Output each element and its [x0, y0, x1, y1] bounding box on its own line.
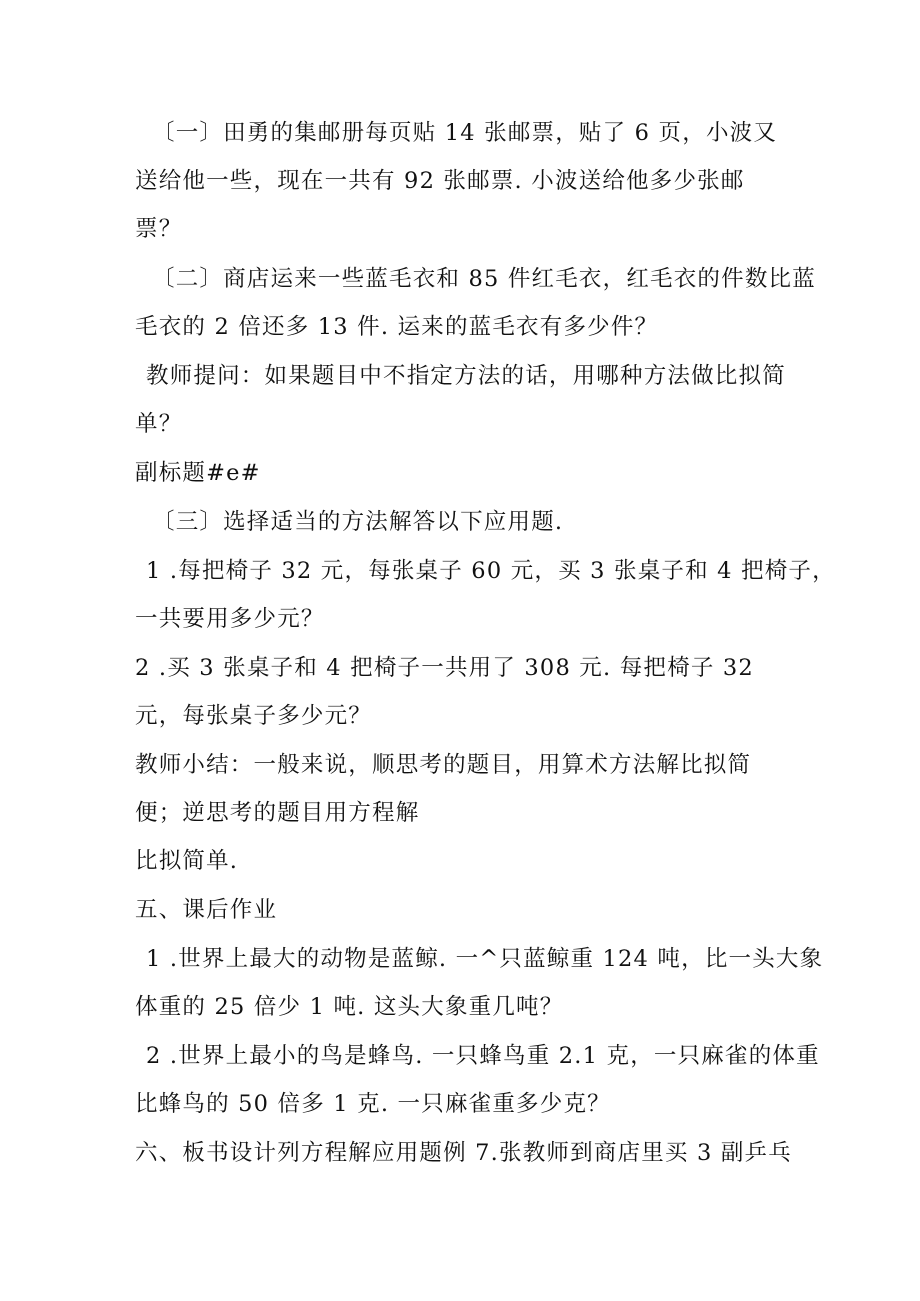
problem-2-line-2: 毛衣的 2 倍还多 13 件. 运来的蓝毛衣有多少件？ [135, 314, 659, 340]
problem-1-line-1: 〔一〕田勇的集邮册每页贴 14 张邮票，贴了 6 页，小波又 [152, 120, 778, 146]
teacher-question-line-2: 单？ [135, 411, 183, 437]
problem-1-line-2: 送给他一些，现在一共有 92 张邮票. 小波送给他多少张邮 [135, 168, 745, 194]
problem-3-heading: 〔三〕选择适当的方法解答以下应用题. [152, 509, 564, 535]
subtitle-placeholder: 副标题#e# [135, 460, 261, 486]
section-board-design: 六、板书设计列方程解应用题例 7.张教师到商店里买 3 副乒乓 [135, 1140, 792, 1166]
exercise-2-line-2: 元，每张桌子多少元？ [135, 703, 373, 729]
teacher-question-line-1: 教师提问：如果题目中不指定方法的话，用哪种方法做比拟简 [146, 363, 786, 389]
teacher-summary-line-1: 教师小结：一般来说，顺思考的题目，用算术方法解比拟简 [135, 752, 752, 778]
homework-1-line-2: 体重的 25 倍少 1 吨. 这头大象重几吨？ [135, 994, 564, 1020]
homework-1-line-1: 1 .世界上最大的动物是蓝鲸. 一^只蓝鲸重 124 吨，比一头大象 [146, 946, 824, 972]
homework-2-line-1: 2 .世界上最小的鸟是蜂鸟. 一只蜂鸟重 2.1 克，一只麻雀的体重 [146, 1043, 820, 1069]
exercise-1-line-2: 一共要用多少元？ [135, 606, 325, 632]
exercise-2-line-1: 2 .买 3 张桌子和 4 把椅子一共用了 308 元. 每把椅子 32 [135, 655, 754, 681]
problem-1-line-3: 票？ [135, 216, 183, 242]
homework-2-line-2: 比蜂鸟的 50 倍多 1 克. 一只麻雀重多少克？ [135, 1091, 611, 1117]
teacher-summary-line-3: 比拟简单. [135, 848, 239, 874]
exercise-1-line-1: 1 .每把椅子 32 元，每张桌子 60 元，买 3 张桌子和 4 把椅子， [146, 558, 836, 584]
section-homework-heading: 五、课后作业 [135, 897, 278, 923]
problem-2-line-1: 〔二〕商店运来一些蓝毛衣和 85 件红毛衣，红毛衣的件数比蓝 [152, 266, 816, 292]
teacher-summary-line-2: 便；逆思考的题目用方程解 [135, 800, 420, 826]
